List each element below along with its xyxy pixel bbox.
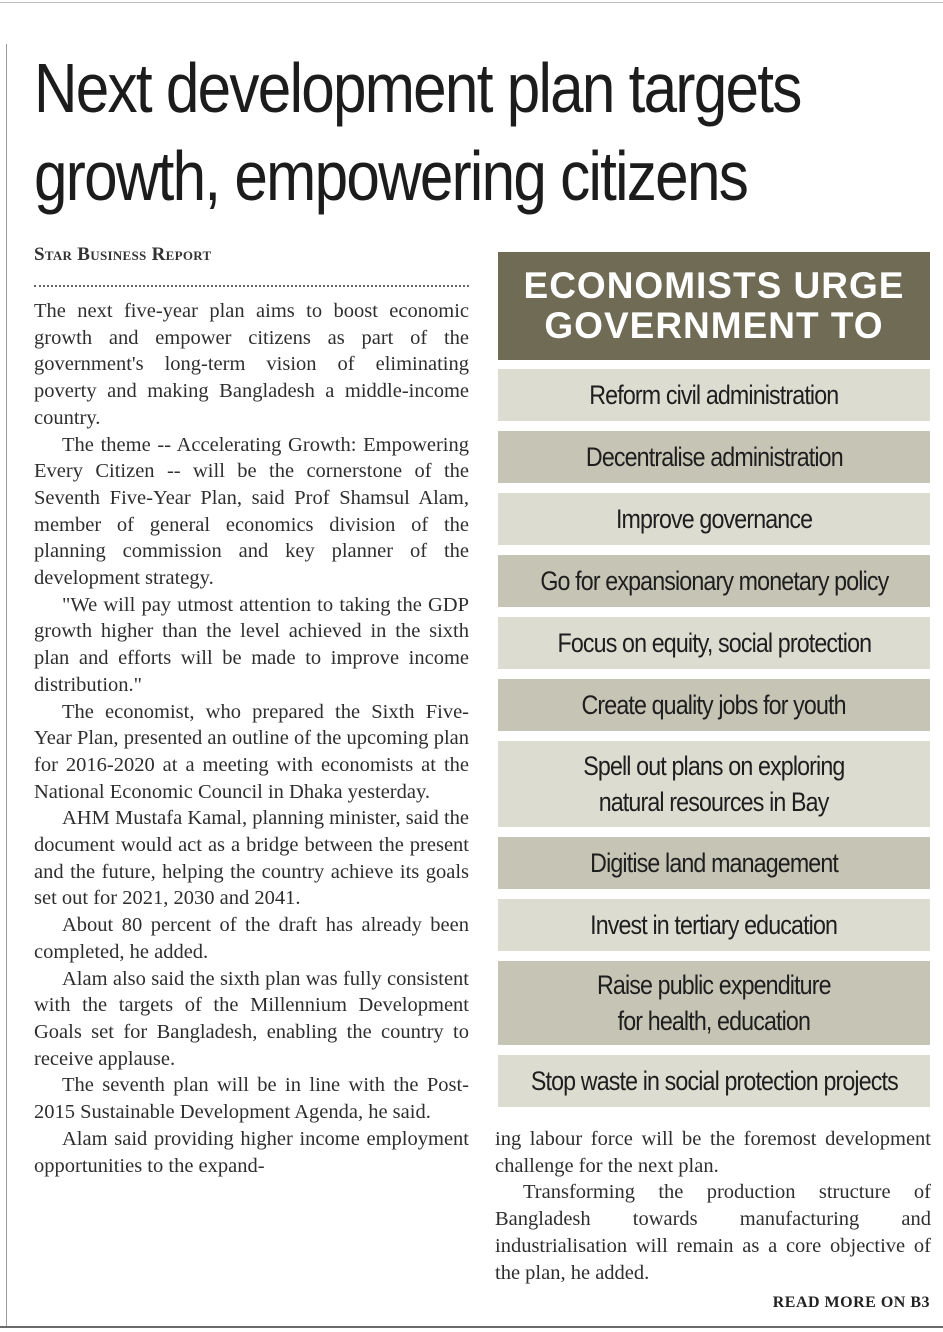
sidebar-item-text: Stop waste in social protection projects [530, 1066, 898, 1096]
left-column-rule [6, 44, 7, 1326]
sidebar-item-text: Reform civil administration [589, 380, 839, 410]
sidebar-item [498, 961, 930, 1045]
article-column-1 [34, 298, 469, 1179]
paragraph: The next five-year plan aims to boost economic growth and empower citizens as part of the government's long-term vision of eliminating poverty and making Bangladesh a middle-income country. [34, 300, 469, 429]
paragraph: AHM Mustafa Kamal, planning minister, said the document would act as a bridge between the present and the future, helping the country achieve its goals set out for 2021, 2030 and 2041. [34, 807, 469, 910]
sidebar-item-text: Spell out plans on exploring [583, 751, 845, 781]
paragraph: Alam also said the sixth plan was fully consistent with the targets of the Millennium Development Goals set for Bangladesh, enabling the country to receive applause. [34, 967, 469, 1070]
bottom-rule [0, 1326, 943, 1328]
paragraph: Transforming the production structure of Bangladesh towards manufacturing and industrialisation will remain as a core objective of the plan, he added. [495, 1181, 931, 1284]
sidebar-list [498, 369, 930, 1117]
paragraph: The theme -- Accelerating Growth: Empowering Every Citizen -- will be the cornerstone of the Seventh Five-Year Plan, said Prof Shamsul Alam, member of general economics division of the planning commission and key planner of the development strategy. [34, 433, 469, 590]
byline: Star Business Report [34, 244, 212, 265]
sidebar-item [498, 679, 930, 731]
paragraph: About 80 percent of the draft has already been completed, he added. [34, 914, 469, 963]
sidebar-item-text: Invest in tertiary education [590, 910, 838, 940]
sidebar-item [498, 1055, 930, 1107]
sidebar-item-text: Create quality jobs for youth [581, 690, 847, 720]
sidebar-item-text: Improve governance [615, 504, 813, 534]
sidebar-item-text: Raise public expenditure [597, 970, 831, 1000]
headline-line-2: growth, empowering citizens [34, 137, 748, 215]
sidebar-item [498, 431, 930, 483]
sidebar-item [498, 493, 930, 545]
sidebar-item-text: Digitise land management [590, 848, 838, 878]
sidebar-header [498, 252, 930, 360]
sidebar-header-line-2: GOVERNMENT TO [544, 305, 884, 346]
headline [34, 44, 808, 220]
sidebar-item-text: Go for expansionary monetary policy [539, 566, 889, 596]
sidebar-header-line-1: ECONOMISTS URGE [523, 265, 905, 306]
read-more-jump: READ MORE ON B3 [772, 1294, 930, 1311]
headline-line-1: Next development plan targets [34, 49, 801, 127]
sidebar-item [498, 617, 930, 669]
sidebar-item-text: natural resources in Bay [599, 787, 829, 817]
top-rule [0, 2, 943, 3]
sidebar-item [498, 837, 930, 889]
article-column-2 [495, 1126, 931, 1286]
sidebar-item-text: Focus on equity, social protection [557, 628, 871, 658]
paragraph: ing labour force will be the foremost development challenge for the next plan. [495, 1128, 931, 1177]
sidebar-item [498, 899, 930, 951]
paragraph: "We will pay utmost attention to taking the GDP growth higher than the level achieved in the sixth plan and efforts will be made to improve income distribution." [34, 593, 469, 696]
paragraph: Alam said providing higher income employment opportunities to the expand- [34, 1127, 469, 1177]
sidebar-item-text: for health, education [617, 1006, 811, 1036]
byline-divider [34, 285, 469, 287]
sidebar-item-text: Decentralise administration [585, 442, 843, 472]
sidebar-item [498, 369, 930, 421]
paragraph: The seventh plan will be in line with the Post-2015 Sustainable Development Agenda, he said. [34, 1074, 469, 1124]
sidebar-item [498, 741, 930, 827]
paragraph: The economist, who prepared the Sixth Five-Year Plan, presented an outline of the upcoming plan for 2016-2020 at a meeting with economists at the National Economic Council in Dhaka yesterday. [34, 700, 469, 803]
sidebar-item [498, 555, 930, 607]
